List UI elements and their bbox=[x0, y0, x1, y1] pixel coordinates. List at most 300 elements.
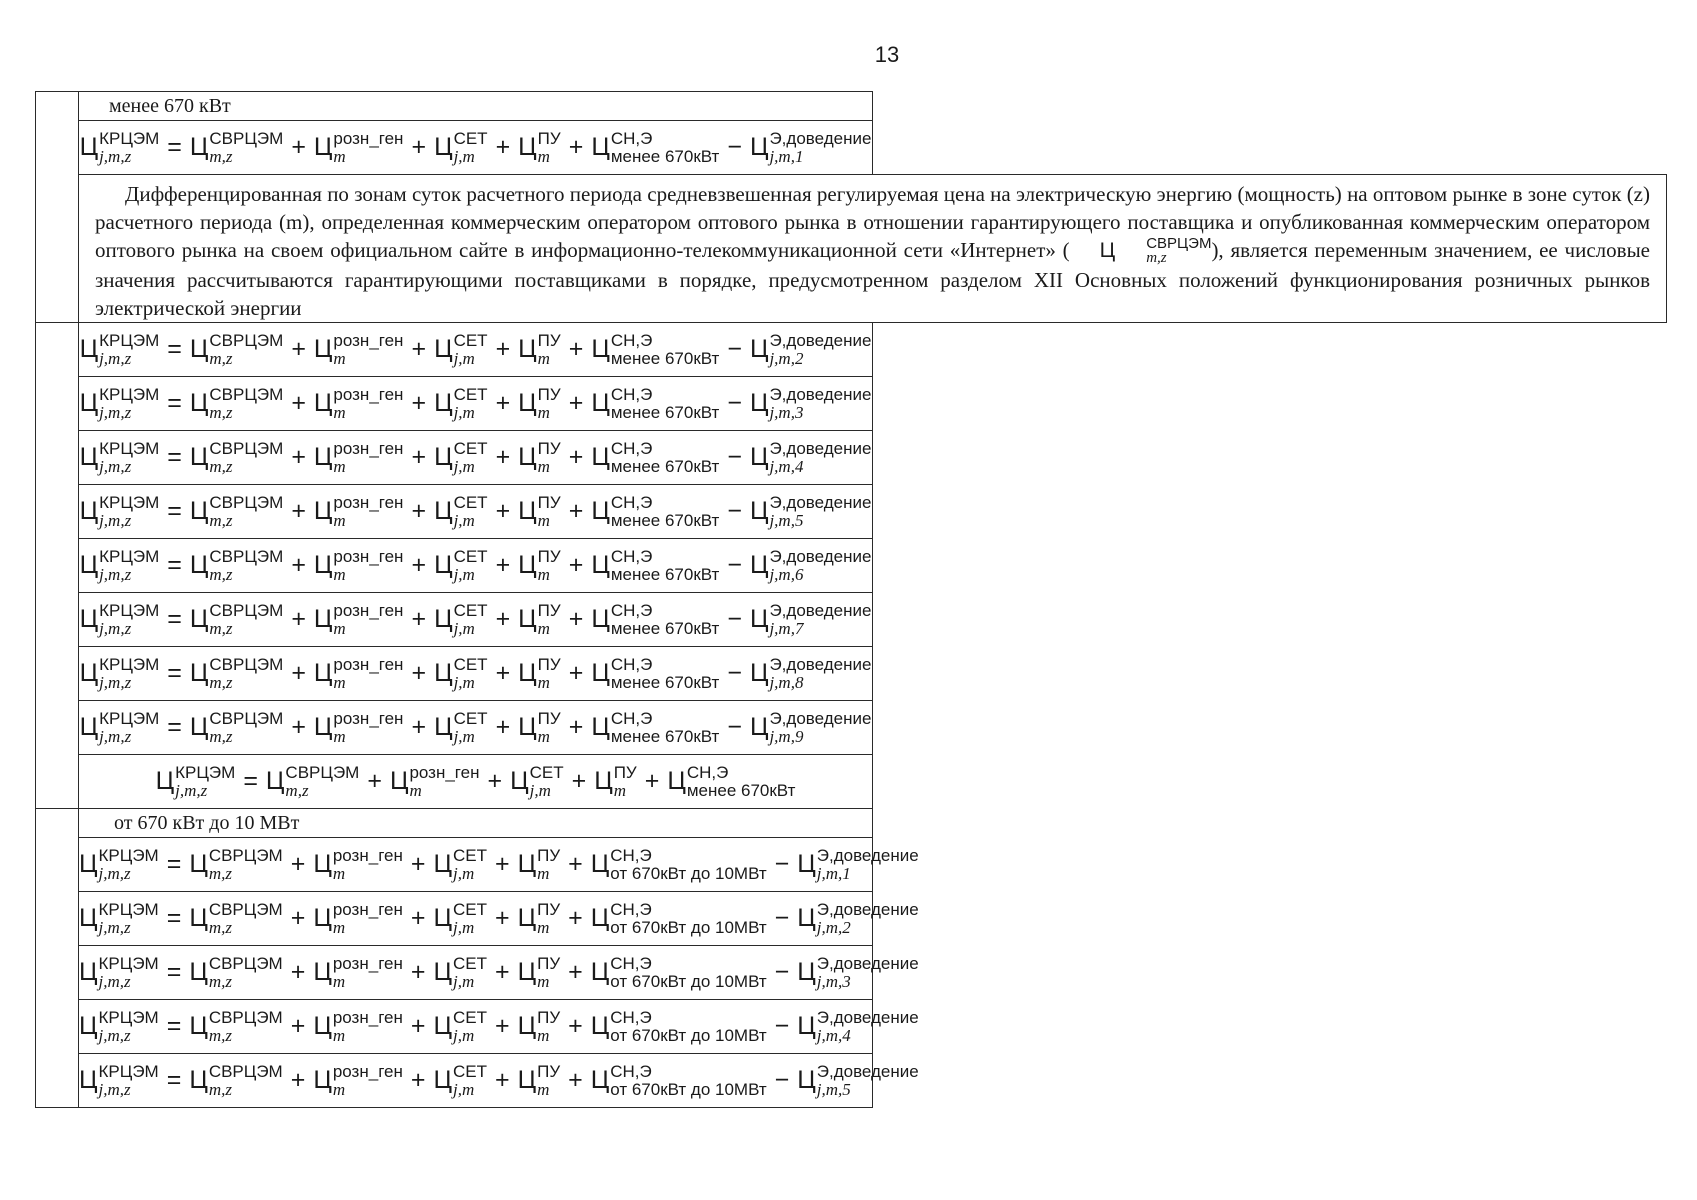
equals-sign: = bbox=[167, 551, 182, 580]
symbol-sup: КРЦЭМ bbox=[99, 492, 160, 512]
symbol-scripts bbox=[209, 847, 283, 883]
symbol-base: Ц bbox=[518, 443, 537, 472]
symbol-sup: КРЦЭМ bbox=[99, 128, 160, 148]
symbol-sup: КРЦЭМ bbox=[99, 708, 160, 728]
symbol-sub: j,m bbox=[453, 456, 475, 476]
plus-sign: + bbox=[568, 713, 584, 742]
symbol-scripts bbox=[454, 494, 488, 530]
symbol-base: Ц bbox=[189, 958, 208, 987]
term-pu bbox=[518, 847, 561, 883]
symbol-sup: Э,доведение bbox=[816, 1061, 919, 1081]
symbol-sub: m,z bbox=[1146, 250, 1167, 267]
term-set bbox=[434, 656, 488, 692]
symbol-sup: ПУ bbox=[537, 330, 561, 350]
symbol-sup: Э,доведение bbox=[769, 128, 872, 148]
term-sn bbox=[591, 602, 719, 638]
row-number-cell bbox=[36, 809, 79, 1108]
symbol-sub: j,m,z bbox=[99, 402, 132, 422]
plus-sign: + bbox=[410, 1012, 426, 1041]
symbol-base: Ц bbox=[433, 1012, 452, 1041]
term-pu bbox=[518, 332, 561, 368]
equals-sign: = bbox=[167, 133, 182, 161]
plus-sign: + bbox=[494, 1066, 510, 1095]
symbol-sub: m bbox=[409, 780, 422, 800]
term-svrcem bbox=[190, 548, 283, 584]
symbol-sup: КРЦЭМ bbox=[98, 953, 159, 973]
term-pu bbox=[518, 602, 561, 638]
symbol-sub: m bbox=[537, 348, 550, 368]
symbol-scripts bbox=[99, 386, 159, 422]
symbol-sub: менее 670кВт bbox=[610, 402, 720, 422]
symbol-base: Ц bbox=[189, 1012, 208, 1041]
symbol-base: Ц bbox=[433, 1066, 452, 1095]
symbol-scripts bbox=[611, 494, 720, 530]
symbol-sup: Э,доведение bbox=[769, 384, 872, 404]
symbol-scripts bbox=[611, 656, 720, 692]
symbol-base: Ц bbox=[313, 551, 333, 580]
term-pu bbox=[518, 710, 561, 746]
formula-row bbox=[36, 946, 1667, 1000]
term-sn bbox=[591, 955, 767, 991]
symbol-sup: СН,Э bbox=[610, 953, 652, 973]
symbol-sup: СЕТ bbox=[452, 1007, 487, 1027]
tariff-formula-table bbox=[35, 91, 1667, 1108]
symbol-base: Ц bbox=[313, 659, 333, 688]
symbol-scripts bbox=[209, 1009, 283, 1045]
symbol-sub: j,m bbox=[453, 618, 475, 638]
plus-sign: + bbox=[291, 551, 306, 580]
symbol-scripts bbox=[209, 710, 283, 746]
symbol-scripts bbox=[769, 130, 871, 166]
symbol-base: Ц bbox=[797, 850, 816, 879]
term-krcem bbox=[79, 1009, 159, 1045]
plus-sign: + bbox=[411, 605, 427, 634]
term-krcem bbox=[80, 656, 160, 692]
symbol-sub: менее 670кВт bbox=[610, 672, 720, 692]
term-pu bbox=[518, 901, 561, 937]
symbol-scripts bbox=[610, 955, 766, 991]
symbol-sup: СН,Э bbox=[610, 384, 653, 404]
symbol-sup: СЕТ bbox=[453, 708, 488, 728]
symbol-base: Ц bbox=[518, 551, 537, 580]
symbol-scripts bbox=[611, 332, 720, 368]
symbol-scripts bbox=[209, 901, 283, 937]
symbol-sub: j,m bbox=[453, 146, 475, 166]
symbol-scripts bbox=[611, 602, 720, 638]
term-set bbox=[510, 764, 564, 800]
symbol-base: Ц bbox=[517, 1012, 537, 1041]
plus-sign: + bbox=[494, 958, 510, 987]
plus-sign: + bbox=[291, 335, 306, 364]
symbol-scripts bbox=[817, 1063, 919, 1099]
symbol-base: Ц bbox=[79, 389, 99, 418]
symbol-scripts bbox=[453, 955, 487, 991]
formula-cell bbox=[79, 431, 873, 485]
symbol-sub: менее 670кВт bbox=[610, 348, 720, 368]
plus-sign: + bbox=[495, 133, 511, 161]
symbol-sup: розн_ген bbox=[333, 330, 404, 350]
symbol-sub: m bbox=[333, 146, 346, 166]
equals-sign: = bbox=[167, 713, 182, 742]
equals-sign: = bbox=[167, 605, 182, 634]
symbol-sup: ПУ bbox=[613, 762, 637, 782]
symbol-scripts bbox=[99, 548, 159, 584]
formula-row bbox=[36, 431, 1667, 485]
symbol-base: Ц bbox=[79, 605, 99, 634]
symbol-scripts bbox=[453, 1063, 487, 1099]
symbol-sup: ПУ bbox=[537, 600, 561, 620]
term-set bbox=[433, 847, 487, 883]
symbol-scripts bbox=[454, 440, 488, 476]
symbol-sup: Э,доведение bbox=[769, 654, 872, 674]
symbol-sub: j,m,9 bbox=[769, 726, 804, 746]
term-krcem bbox=[80, 548, 160, 584]
symbol-sup: СН,Э bbox=[610, 492, 653, 512]
minus-sign: − bbox=[774, 958, 790, 987]
symbol-base: Ц bbox=[79, 1012, 98, 1041]
symbol-sub: m bbox=[332, 971, 346, 991]
term-pu bbox=[518, 656, 561, 692]
term-sn bbox=[667, 764, 795, 800]
symbol-sub: j,m,z bbox=[99, 348, 132, 368]
price-formula bbox=[80, 386, 872, 422]
symbol-sup: СВРЦЭМ bbox=[209, 654, 284, 674]
formula-row bbox=[36, 701, 1667, 755]
term-krcem bbox=[80, 130, 160, 166]
symbol-base: Ц bbox=[518, 389, 537, 418]
symbol-base: Ц bbox=[749, 713, 769, 742]
symbol-base: Ц bbox=[591, 389, 610, 418]
symbol-scripts bbox=[769, 710, 871, 746]
term-rozn-gen bbox=[313, 955, 403, 991]
term-rozn-gen bbox=[314, 548, 404, 584]
symbol-sub: m bbox=[332, 863, 346, 883]
symbol-scripts bbox=[610, 1063, 766, 1099]
symbol-sup: розн_ген bbox=[333, 600, 404, 620]
term-svrcem bbox=[266, 764, 359, 800]
symbol-base: Ц bbox=[591, 659, 610, 688]
plus-sign: + bbox=[568, 1012, 583, 1041]
symbol-sup: СВРЦЭМ bbox=[209, 600, 284, 620]
term-rozn-gen bbox=[314, 710, 404, 746]
symbol-base: Ц bbox=[517, 958, 537, 987]
symbol-scripts bbox=[769, 440, 871, 476]
symbol-scripts bbox=[453, 901, 487, 937]
symbol-sub: m bbox=[333, 348, 346, 368]
symbol-base: Ц bbox=[590, 1066, 610, 1095]
symbol-sub: m bbox=[537, 726, 550, 746]
symbol-scripts bbox=[769, 494, 871, 530]
symbol-sub: менее 670кВт bbox=[610, 564, 720, 584]
symbol-sub: j,m,7 bbox=[769, 618, 804, 638]
plus-sign: + bbox=[568, 605, 584, 634]
symbol-sub: j,m,4 bbox=[769, 456, 804, 476]
symbol-base: Ц bbox=[517, 1066, 537, 1095]
symbol-sup: Э,доведение bbox=[769, 330, 872, 350]
symbol-base: Ц bbox=[155, 767, 175, 796]
symbol-sup: розн_ген bbox=[333, 654, 404, 674]
symbol-sub: j,m bbox=[452, 1079, 475, 1099]
symbol-sup: СВРЦЭМ bbox=[1146, 235, 1212, 253]
plus-sign: + bbox=[291, 605, 306, 634]
term-krcem bbox=[156, 764, 236, 800]
description-cell bbox=[79, 175, 1667, 323]
symbol-sub: m bbox=[537, 402, 550, 422]
symbol-base: Ц bbox=[434, 133, 453, 161]
minus-sign: − bbox=[727, 605, 742, 634]
equals-sign: = bbox=[166, 1012, 182, 1041]
symbol-base: Ц bbox=[591, 713, 610, 742]
symbol-scripts bbox=[99, 710, 159, 746]
term-krcem bbox=[79, 955, 159, 991]
symbol-sub: j,m bbox=[453, 510, 475, 530]
plus-sign: + bbox=[291, 389, 306, 418]
term-rozn-gen bbox=[314, 332, 404, 368]
symbol-sub: j,m bbox=[453, 402, 475, 422]
symbol-base: Ц bbox=[189, 1066, 208, 1095]
plus-sign: + bbox=[290, 958, 306, 987]
symbol-base: Ц bbox=[518, 605, 537, 634]
symbol-sup: КРЦЭМ bbox=[175, 762, 236, 782]
symbol-sub: j,m bbox=[453, 564, 475, 584]
symbol-sub: m bbox=[613, 780, 626, 800]
symbol-base: Ц bbox=[749, 605, 769, 634]
symbol-scripts bbox=[537, 1009, 560, 1045]
symbol-sub: j,m,z bbox=[99, 146, 132, 166]
plus-sign: + bbox=[410, 850, 426, 879]
symbol-scripts bbox=[817, 847, 919, 883]
symbol-sub: от 670кВт до 10МВт bbox=[610, 1079, 767, 1099]
plus-sign: + bbox=[568, 443, 584, 472]
formula-row bbox=[36, 647, 1667, 701]
symbol-scripts bbox=[209, 332, 283, 368]
price-formula bbox=[80, 710, 872, 746]
minus-sign: − bbox=[727, 389, 742, 418]
plus-sign: + bbox=[568, 133, 584, 161]
formula-row bbox=[36, 1000, 1667, 1054]
symbol-base: Ц bbox=[79, 335, 99, 364]
plus-sign: + bbox=[410, 904, 426, 933]
section-title-row bbox=[36, 809, 1667, 838]
symbol-sub: m,z bbox=[209, 726, 233, 746]
term-svrcem bbox=[190, 602, 283, 638]
symbol-sub: m,z bbox=[209, 402, 233, 422]
symbol-scripts bbox=[99, 494, 159, 530]
plus-sign: + bbox=[487, 767, 503, 796]
symbol-sup: Э,доведение bbox=[816, 845, 919, 865]
symbol-sub: m,z bbox=[208, 863, 232, 883]
term-set bbox=[434, 130, 488, 166]
symbol-sup: СЕТ bbox=[453, 654, 488, 674]
symbol-sub: m bbox=[537, 917, 550, 937]
plus-sign: + bbox=[495, 497, 511, 526]
term-pu bbox=[518, 1009, 561, 1045]
symbol-base: Ц bbox=[79, 443, 99, 472]
formula-cell bbox=[79, 377, 873, 431]
formula-row bbox=[36, 485, 1667, 539]
symbol-sub: m,z bbox=[209, 146, 233, 166]
section-title-row bbox=[36, 92, 1667, 121]
symbol-sub: j,m,2 bbox=[816, 917, 851, 937]
symbol-sub: j,m,5 bbox=[769, 510, 804, 530]
formula-cell bbox=[79, 1054, 919, 1108]
symbol-base: Ц bbox=[434, 389, 453, 418]
term-set bbox=[433, 955, 487, 991]
symbol-base: Ц bbox=[313, 335, 333, 364]
term-set bbox=[434, 440, 488, 476]
price-formula bbox=[80, 656, 872, 692]
symbol-scripts bbox=[333, 955, 403, 991]
symbol-sup: СВРЦЭМ bbox=[209, 546, 284, 566]
symbol-scripts bbox=[209, 440, 283, 476]
description-text-before: Дифференцированная по зонам суток расчетного периода средневзвешенная регулируемая цена на электрическую энергию (мощность) на оптовом рынке в зоне суток (z) расчетного периода (m), определенная коммерческим оператором оптового рынка в отношении гарантирующего поставщика и опубликованная коммерческим оператором оптового рынка на своем официальном сайте в информационно-телекоммуникационной сети «Интернет» ( bbox=[95, 182, 1650, 262]
symbol-sub: m,z bbox=[209, 456, 233, 476]
term-sn bbox=[591, 847, 767, 883]
minus-sign: − bbox=[727, 551, 742, 580]
term-set bbox=[434, 548, 488, 584]
term-dovedenie bbox=[750, 130, 871, 166]
symbol-base: Ц bbox=[433, 904, 452, 933]
symbol-sup: СН,Э bbox=[610, 845, 652, 865]
symbol-scripts bbox=[333, 548, 403, 584]
price-formula bbox=[79, 901, 919, 937]
equals-sign: = bbox=[166, 1066, 182, 1095]
plus-sign: + bbox=[411, 335, 427, 364]
symbol-sup: розн_ген bbox=[333, 384, 404, 404]
symbol-scripts bbox=[409, 764, 479, 800]
price-formula bbox=[79, 1009, 919, 1045]
plus-sign: + bbox=[291, 497, 306, 526]
formula-cell bbox=[79, 1000, 919, 1054]
symbol-base: Ц bbox=[518, 497, 537, 526]
symbol-scripts bbox=[333, 710, 403, 746]
minus-sign: − bbox=[774, 850, 790, 879]
symbol-sup: СВРЦЭМ bbox=[209, 438, 284, 458]
symbol-sub: j,m,z bbox=[175, 780, 208, 800]
symbol-scripts bbox=[611, 130, 720, 166]
section-title: менее 670 кВт bbox=[109, 94, 231, 117]
term-svrcem bbox=[189, 847, 282, 883]
symbol-base: Ц bbox=[189, 551, 209, 580]
symbol-base: Ц bbox=[590, 850, 610, 879]
symbol-base: Ц bbox=[667, 767, 686, 796]
plus-sign: + bbox=[290, 1012, 306, 1041]
symbol-base: Ц bbox=[594, 767, 613, 796]
symbol-base: Ц bbox=[797, 958, 816, 987]
plus-sign: + bbox=[411, 389, 427, 418]
plus-sign: + bbox=[495, 605, 511, 634]
term-svrcem bbox=[190, 386, 283, 422]
plus-sign: + bbox=[568, 850, 583, 879]
term-rozn-gen bbox=[313, 847, 403, 883]
symbol-sub: m bbox=[537, 672, 550, 692]
symbol-base: Ц bbox=[749, 659, 769, 688]
formula-cell bbox=[79, 593, 873, 647]
symbol-base: Ц bbox=[313, 958, 332, 987]
row-number-cell bbox=[36, 323, 79, 809]
symbol-sup: розн_ген bbox=[333, 492, 404, 512]
term-svrcem bbox=[189, 955, 282, 991]
symbol-sup: СН,Э bbox=[610, 899, 652, 919]
plus-sign: + bbox=[568, 1066, 583, 1095]
symbol-sup: розн_ген bbox=[409, 762, 480, 782]
equals-sign: = bbox=[167, 497, 182, 526]
plus-sign: + bbox=[494, 904, 510, 933]
symbol-sub: m bbox=[332, 917, 346, 937]
symbol-scripts bbox=[538, 130, 561, 166]
term-krcem bbox=[80, 494, 160, 530]
symbol-sub: j,m,1 bbox=[769, 146, 804, 166]
symbol-sub: j,m bbox=[452, 863, 475, 883]
section-title-cell bbox=[79, 809, 873, 838]
symbol-sup: СЕТ bbox=[453, 438, 488, 458]
symbol-scripts bbox=[333, 656, 403, 692]
symbol-base: Ц bbox=[434, 443, 453, 472]
symbol-sub: j,m,z bbox=[98, 1025, 131, 1045]
symbol-base: Ц bbox=[434, 497, 453, 526]
symbol-scripts bbox=[209, 955, 283, 991]
symbol-sub: j,m bbox=[453, 672, 475, 692]
symbol-sub: j,m,z bbox=[99, 618, 132, 638]
plus-sign: + bbox=[291, 443, 306, 472]
symbol-base: Ц bbox=[434, 335, 453, 364]
symbol-base: Ц bbox=[797, 1066, 816, 1095]
term-rozn-gen bbox=[313, 1009, 403, 1045]
symbol-base: Ц bbox=[749, 389, 769, 418]
symbol-sup: СВРЦЭМ bbox=[208, 953, 283, 973]
symbol-sub: m,z bbox=[209, 348, 233, 368]
symbol-sup: СН,Э bbox=[610, 128, 653, 148]
symbol-sub: j,m,z bbox=[98, 863, 131, 883]
symbol-base: Ц bbox=[389, 767, 409, 796]
symbol-sup: СЕТ bbox=[453, 128, 488, 148]
plus-sign: + bbox=[495, 713, 511, 742]
symbol-base: Ц bbox=[189, 659, 209, 688]
symbol-scripts bbox=[611, 548, 720, 584]
term-pu bbox=[518, 548, 561, 584]
symbol-base: Ц bbox=[433, 850, 452, 879]
term-dovedenie bbox=[750, 386, 871, 422]
symbol-scripts bbox=[610, 1009, 766, 1045]
term-dovedenie bbox=[797, 955, 918, 991]
symbol-scripts bbox=[285, 764, 359, 800]
price-formula bbox=[80, 548, 872, 584]
symbol-base: Ц bbox=[510, 767, 529, 796]
symbol-scripts bbox=[209, 386, 283, 422]
symbol-scripts bbox=[99, 440, 159, 476]
term-pu bbox=[518, 440, 561, 476]
symbol-sup: Э,доведение bbox=[816, 899, 919, 919]
price-formula bbox=[80, 130, 872, 166]
symbol-base: Ц bbox=[189, 497, 209, 526]
plus-sign: + bbox=[568, 497, 584, 526]
symbol-scripts bbox=[454, 656, 488, 692]
symbol-sup: КРЦЭМ bbox=[98, 1061, 159, 1081]
symbol-base: Ц bbox=[313, 1012, 332, 1041]
symbol-sup: СЕТ bbox=[453, 546, 488, 566]
symbol-sup: СЕТ bbox=[453, 384, 488, 404]
symbol-sup: СЕТ bbox=[452, 1061, 487, 1081]
symbol-sup: розн_ген bbox=[333, 128, 404, 148]
equals-sign: = bbox=[167, 659, 182, 688]
formula-row bbox=[36, 755, 1667, 809]
symbol-scripts bbox=[175, 764, 235, 800]
term-sn bbox=[591, 386, 719, 422]
term-set bbox=[434, 602, 488, 638]
term-pu bbox=[518, 1063, 561, 1099]
minus-sign: − bbox=[727, 659, 742, 688]
symbol-sup: КРЦЭМ bbox=[99, 330, 160, 350]
